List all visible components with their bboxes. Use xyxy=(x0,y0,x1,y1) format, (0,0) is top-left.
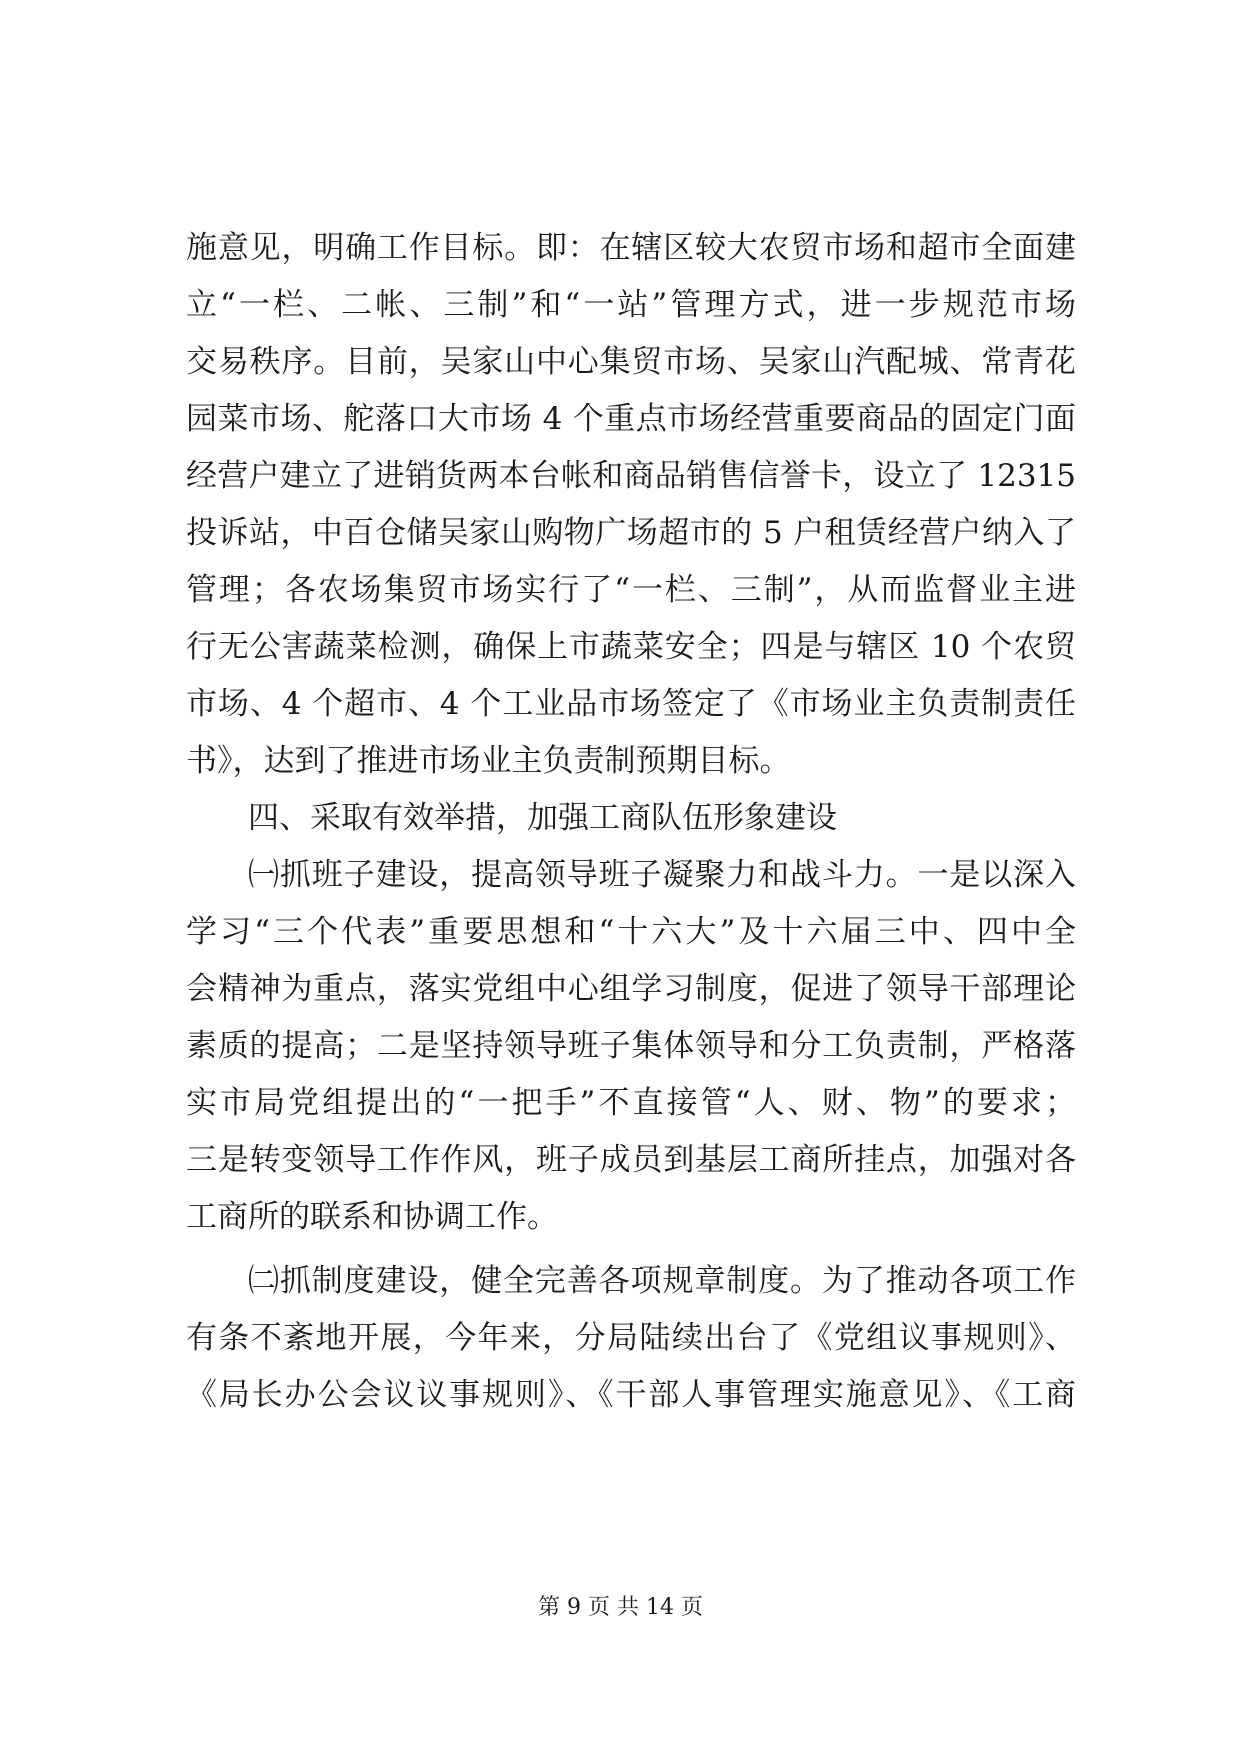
text-line: 市场、4 个超市、4 个工业品市场签定了《市场业主负责制责任 xyxy=(186,686,1076,722)
text-line: 工商所的联系和协调工作。 xyxy=(186,1199,558,1235)
text-line: 园菜市场、舵落口大市场 4 个重点市场经营重要商品的固定门面 xyxy=(186,401,1076,437)
text-line: 管理；各农场集贸市场实行了“一栏、三制”，从而监督业主进 xyxy=(186,572,1076,608)
text-line: 《局长办公会议议事规则》、《干部人事管理实施意见》、《工商 xyxy=(186,1377,1076,1413)
page-number: 第 9 页 共 14 页 xyxy=(538,1595,703,1620)
text-line: ㈠抓班子建设，提高领导班子凝聚力和战斗力。一是以深入 xyxy=(248,857,1076,893)
section-heading: 四、采取有效举措，加强工商队伍形象建设 xyxy=(248,800,837,836)
text-line: 投诉站，中百仓储吴家山购物广场超市的 5 户租赁经营户纳入了 xyxy=(186,515,1076,551)
text-line: 学习“三个代表”重要思想和“十六大”及十六届三中、四中全 xyxy=(186,914,1076,950)
text-line: 经营户建立了进销货两本台帐和商品销售信誉卡，设立了 12315 xyxy=(186,458,1076,494)
text-line: 施意见，明确工作目标。即：在辖区较大农贸市场和超市全面建 xyxy=(186,230,1076,266)
text-line: 书》，达到了推进市场业主负责制预期目标。 xyxy=(186,743,791,779)
page-footer xyxy=(0,1594,1241,1622)
text-line: 交易秩序。目前，吴家山中心集贸市场、吴家山汽配城、常青花 xyxy=(186,344,1076,380)
text-line: 实市局党组提出的“一把手”不直接管“人、财、物”的要求； xyxy=(186,1085,1076,1121)
text-line: 会精神为重点，落实党组中心组学习制度，促进了领导干部理论 xyxy=(186,971,1076,1007)
text-line: 有条不紊地开展，今年来，分局陆续出台了《党组议事规则》、 xyxy=(186,1320,1076,1356)
text-line: 素质的提高；二是坚持领导班子集体领导和分工负责制，严格落 xyxy=(186,1028,1076,1064)
text-line: 三是转变领导工作作风，班子成员到基层工商所挂点，加强对各 xyxy=(186,1142,1076,1178)
text-line: ㈡抓制度建设，健全完善各项规章制度。为了推动各项工作 xyxy=(248,1263,1076,1299)
text-line: 行无公害蔬菜检测，确保上市蔬菜安全；四是与辖区 10 个农贸 xyxy=(186,629,1076,665)
text-line: 立“一栏、二帐、三制”和“一站”管理方式，进一步规范市场 xyxy=(186,287,1076,323)
